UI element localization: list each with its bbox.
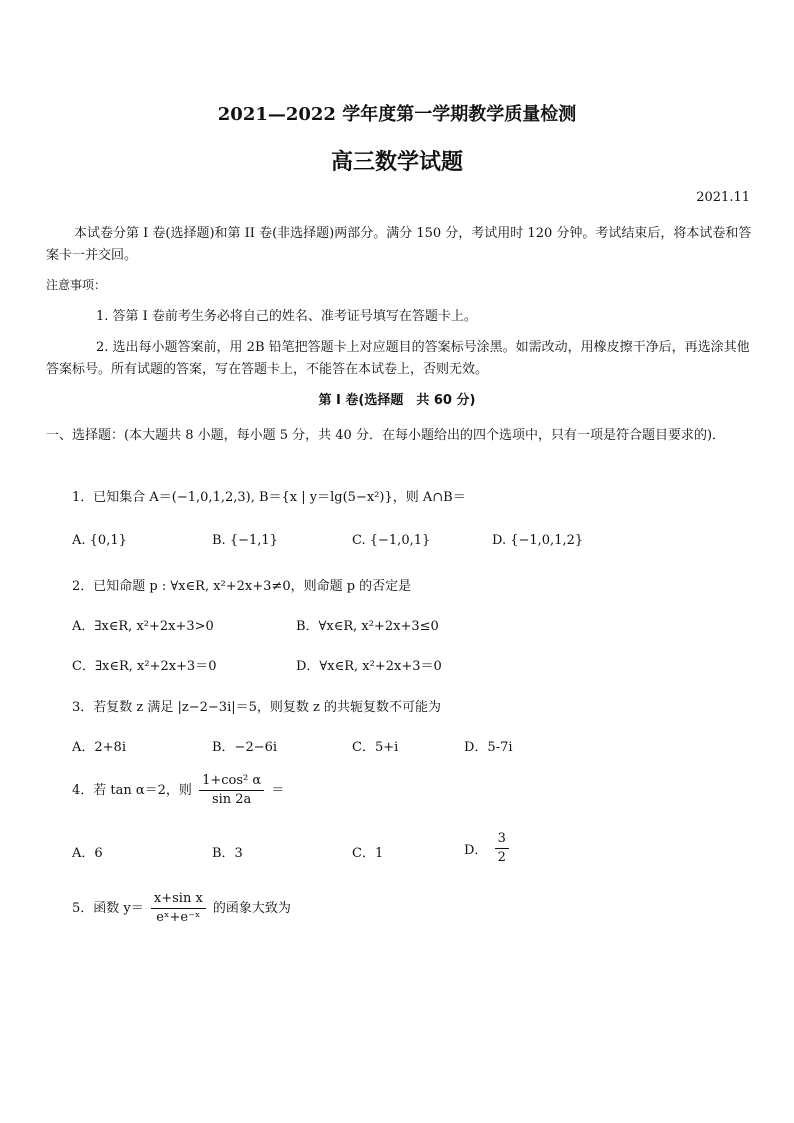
question-2-stem: 2．已知命题 p : ∀x∈R, x²+2x+3≠0，则命题 p 的否定是: [72, 579, 412, 594]
note-item-2: 2. 选出每小题答案前，用 2B 铅笔把答题卡上对应题目的答案标号涂黑。如需改动，用橡皮擦干净后，再选涂其他答案标号。所有试题的答案，写在答题卡上，不能答在本试卷上，否则无效。: [46, 340, 750, 377]
question-4-stem: [72, 772, 284, 809]
question-2-option-c: C．∃x∈R, x²+2x+3＝0: [72, 659, 217, 674]
exam-subtitle: 高三数学试题: [330, 150, 463, 175]
question-4-option-d-denominator: 2: [497, 850, 506, 865]
question-5-suffix: 的函象大致为: [212, 901, 291, 916]
section-heading: 第 I 卷(选择题 共 60 分): [318, 393, 476, 408]
exam-title: 2021—2022 学年度第一学期教学质量检测: [217, 104, 577, 125]
question-4-option-d-label: D．: [464, 843, 488, 858]
question-1-option-c: C. {−1,0,1}: [352, 533, 431, 548]
question-1-option-d: D. {−1,0,1,2}: [492, 533, 584, 548]
question-1-option-a: A. {0,1}: [72, 533, 127, 548]
question-3-stem: 3．若复数 z 满足 |z−2−3i|＝5，则复数 z 的共轭复数不可能为: [72, 700, 441, 715]
notes-title: 注意事项：: [46, 278, 107, 292]
note-item-1: 1. 答第 I 卷前考生务必将自己的姓名、准考证号填写在答题卡上。: [96, 309, 477, 324]
question-1-option-b: B. {−1,1}: [212, 533, 278, 548]
question-4-option-b: B．3: [212, 846, 243, 861]
question-4-prefix: 4．若 tan α＝2，则: [72, 783, 192, 798]
question-5-denominator: eˣ+e⁻ˣ: [156, 910, 201, 925]
question-5-numerator: x+sin x: [151, 890, 206, 909]
question-4-denominator: sin 2a: [211, 792, 252, 807]
exam-date: 2021.11: [696, 190, 750, 205]
question-4-option-d-numerator: 3: [495, 830, 509, 849]
question-4-numerator: 1+cos² α: [199, 772, 264, 791]
question-1-stem: 1．已知集合 A＝(−1,0,1,2,3), B＝{x | y＝lg(5−x²)}，则 A∩B＝: [72, 490, 466, 505]
question-4-option-a: A．6: [72, 846, 103, 861]
question-4-option-d: [464, 830, 512, 867]
question-3-option-a: A．2+8i: [72, 740, 126, 755]
question-4-option-d-fraction: [495, 830, 509, 867]
question-3-option-d: D．5-7i: [464, 740, 513, 755]
question-2-option-a: A．∃x∈R, x²+2x+3>0: [72, 619, 214, 634]
question-5-stem: [72, 890, 291, 927]
part-instructions: 一、选择题：(本大题共 8 小题，每小题 5 分，共 40 分．在每小题给出的四个选项中，只有一项是符合题目要求的)．: [46, 428, 726, 443]
question-5-fraction: [151, 890, 206, 927]
intro-paragraph: 本试卷分第 I 卷(选择题)和第 II 卷(非选择题)两部分。满分 150 分，考试用时 120 分钟。考试结束后，将本试卷和答案卡一并交回。: [46, 226, 752, 263]
question-2-option-d: D．∀x∈R, x²+2x+3＝0: [296, 659, 442, 674]
question-3-option-b: B．−2−6i: [212, 740, 278, 755]
question-2-option-b: B．∀x∈R, x²+2x+3≤0: [296, 619, 439, 634]
question-3-option-c: C．5+i: [352, 740, 399, 755]
question-4-suffix: ＝: [271, 783, 285, 798]
question-5-prefix: 5．函数 y＝: [72, 901, 144, 916]
question-4-option-c: C．1: [352, 846, 384, 861]
question-4-fraction: [199, 772, 264, 809]
